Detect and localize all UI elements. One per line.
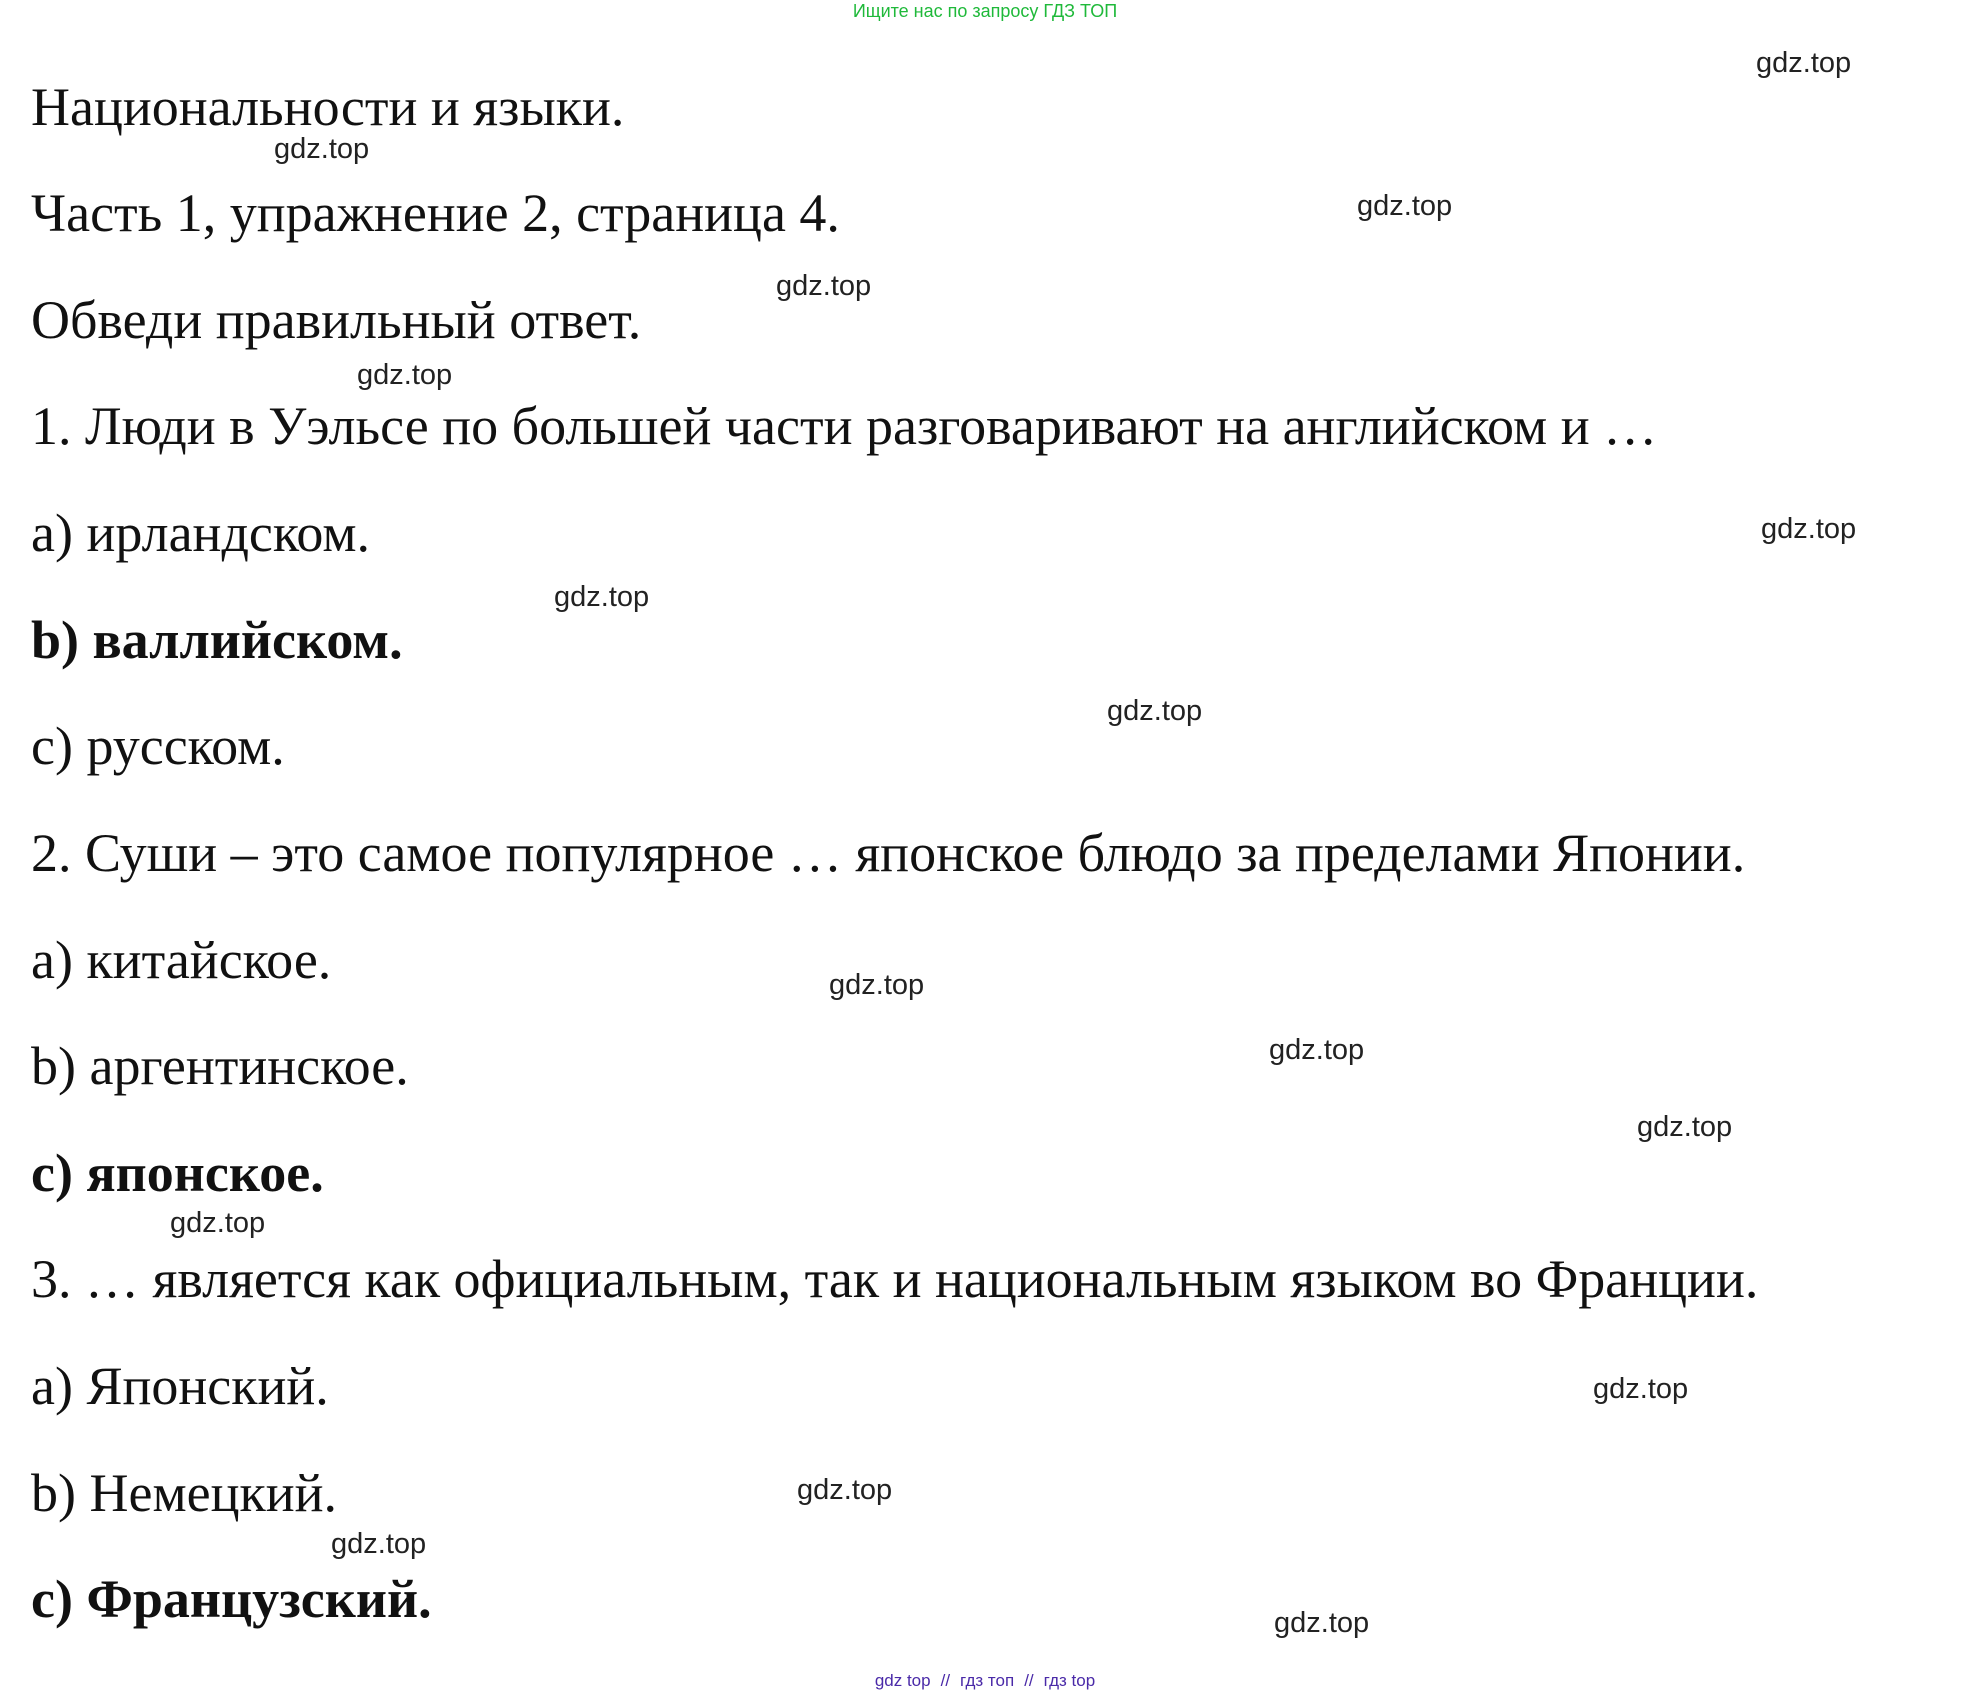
footer-link-gdz-top-mixed[interactable]: гдз top [1043,1671,1096,1690]
question-3-option-c-correct: c) Французский. [31,1569,432,1629]
watermark: gdz.top [274,133,370,165]
watermark: gdz.top [776,270,872,302]
question-2-option-a: a) китайское. [31,930,332,990]
question-1-text: 1. Люди в Уэльсе по большей части разговаривают на английском и … [31,396,1658,456]
watermark: gdz.top [331,1528,427,1560]
question-1-option-a: a) ирландском. [31,503,371,563]
watermark: gdz.top [1756,47,1852,79]
question-3-option-b: b) Немецкий. [31,1463,338,1523]
watermark: gdz.top [829,969,925,1001]
footer-link-gdz-top[interactable]: gdz top [874,1671,931,1690]
watermark: gdz.top [1637,1111,1733,1143]
watermark: gdz.top [1274,1607,1370,1639]
question-3-option-a: a) Японский. [31,1356,329,1416]
watermark: gdz.top [1761,513,1857,545]
question-2-option-c-correct: c) японское. [31,1143,324,1203]
watermark: gdz.top [554,581,650,613]
question-2-text: 2. Суши – это самое популярное … японское блюдо за пределами Японии. [31,823,1746,883]
exercise-reference: Часть 1, упражнение 2, страница 4. [31,183,840,243]
watermark: gdz.top [797,1474,893,1506]
instruction-text: Обведи правильный ответ. [31,290,642,350]
watermark: gdz.top [170,1207,266,1239]
question-1-option-b-correct: b) валлийском. [31,610,403,670]
question-1-option-c: c) русском. [31,716,285,776]
footer-link-gdz-top-ru[interactable]: гдз топ [960,1671,1015,1690]
footer-separator: // [940,1671,951,1690]
question-3-text: 3. … является как официальным, так и национальным языком во Франции. [31,1249,1759,1309]
watermark: gdz.top [1357,190,1453,222]
question-2-option-b: b) аргентинское. [31,1036,409,1096]
search-hint-banner: Ищите нас по запросу ГДЗ ТОП [852,1,1118,21]
watermark: gdz.top [357,359,453,391]
watermark: gdz.top [1593,1373,1689,1405]
page-title: Национальности и языки. [31,77,625,137]
footer-separator: // [1024,1671,1034,1690]
watermark: gdz.top [1107,695,1203,727]
footer-links [0,1670,1970,1692]
watermark: gdz.top [1269,1034,1365,1066]
